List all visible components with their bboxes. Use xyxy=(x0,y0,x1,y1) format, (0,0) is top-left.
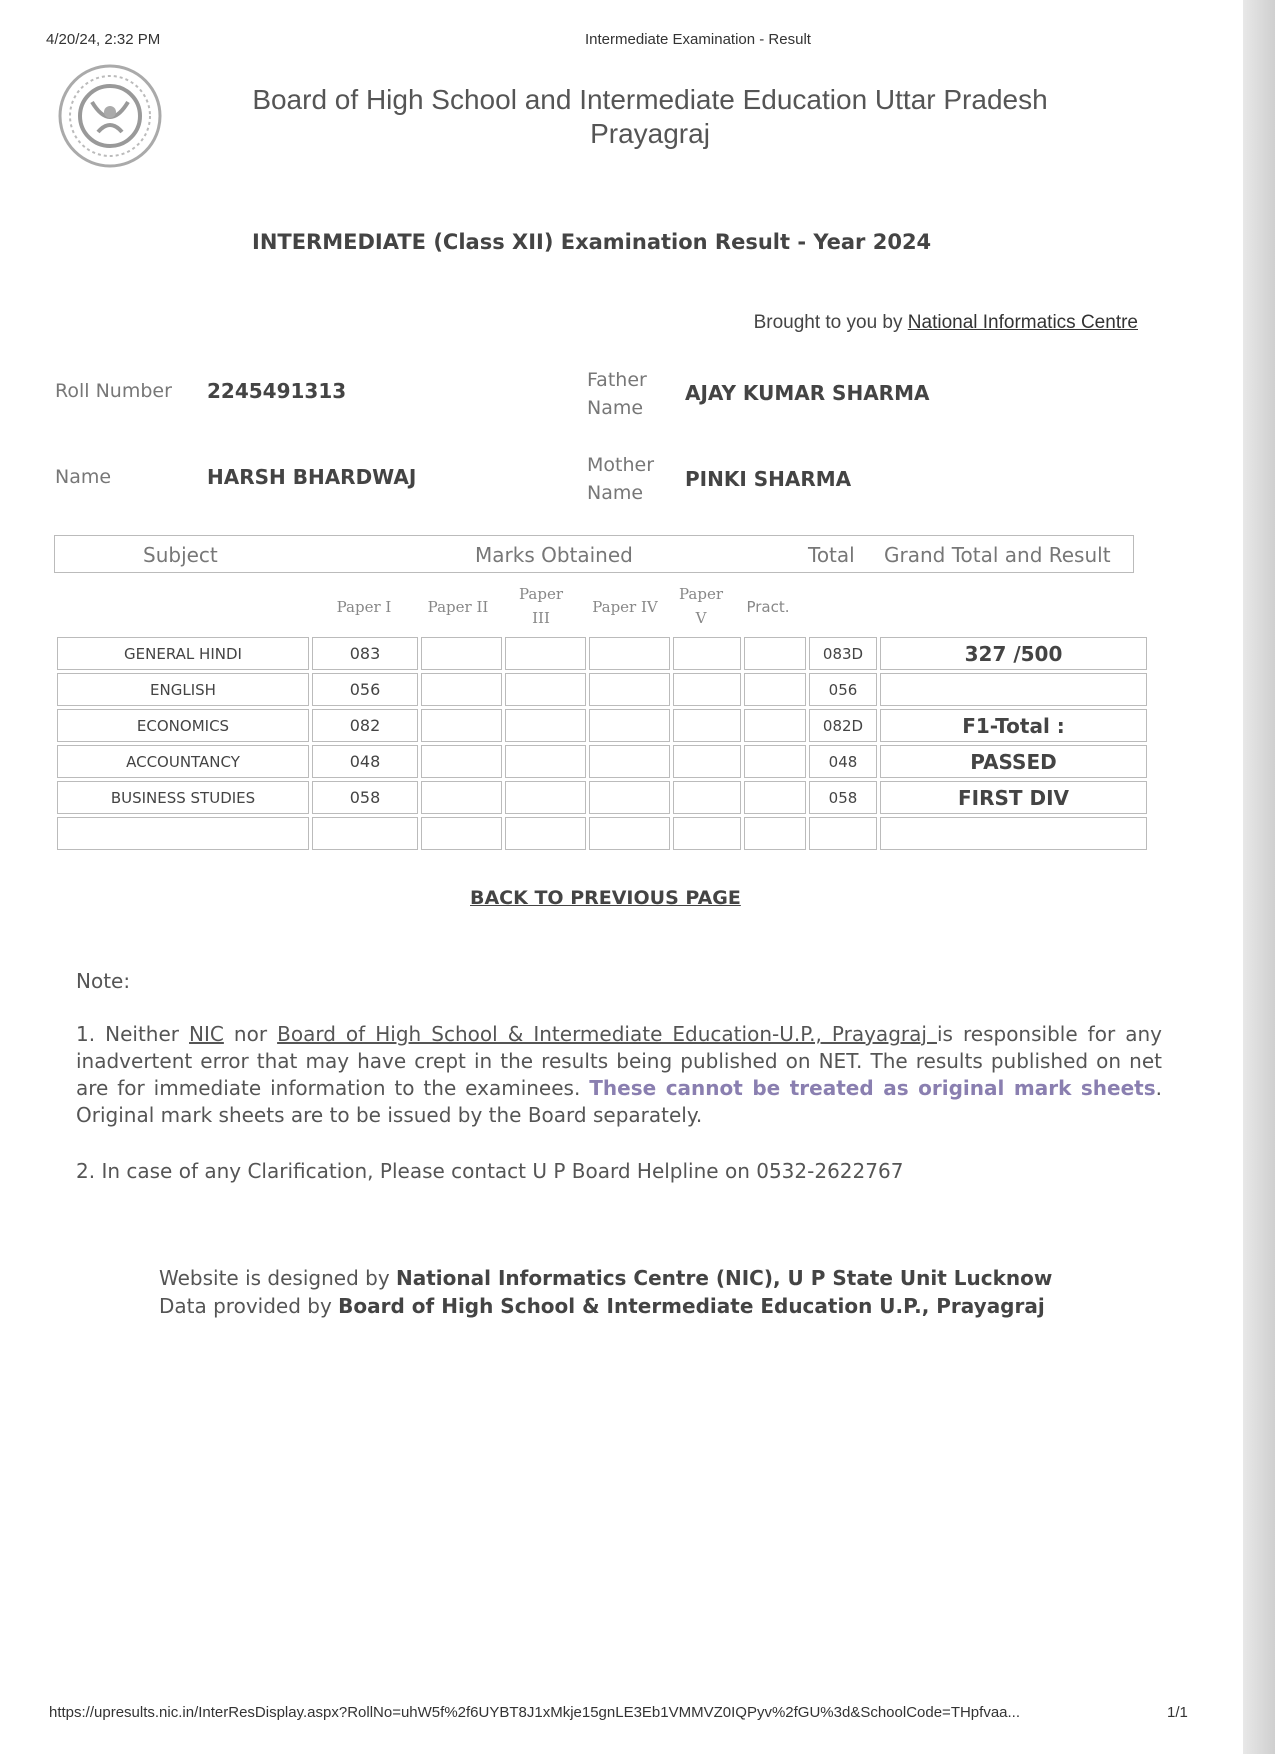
board-name-line2: Prayagraj xyxy=(590,118,710,149)
roll-number-label: Roll Number xyxy=(55,380,172,402)
name-value: HARSH BHARDWAJ xyxy=(207,465,417,489)
credit-line xyxy=(754,312,1138,334)
subject-cell: BUSINESS STUDIES xyxy=(57,781,309,814)
paper3-cell xyxy=(505,673,586,706)
subheader-paper3-line1: Paper xyxy=(518,585,563,603)
father-name-value: AJAY KUMAR SHARMA xyxy=(685,381,930,405)
footer-line1-prefix: Website is designed by xyxy=(159,1266,397,1290)
paper2-cell xyxy=(421,673,502,706)
note-1-highlight: These cannot be treated as original mark sheets xyxy=(589,1076,1156,1100)
paper4-cell xyxy=(589,709,670,742)
paper1-cell: 048 xyxy=(312,745,418,778)
paper4-cell xyxy=(589,673,670,706)
header-grand-total: Grand Total and Result xyxy=(884,543,1111,567)
subheader-paper4: Paper IV xyxy=(592,598,658,616)
pract-cell xyxy=(744,781,806,814)
back-to-previous-page-link[interactable]: BACK TO PREVIOUS PAGE xyxy=(470,887,741,909)
total-cell: 048 xyxy=(809,745,877,778)
paper5-cell xyxy=(673,709,741,742)
note-1-text-c: is responsible for any inadvertent error that may have crept in the results being published on NET. The results published on net are for immediate information to the examinees. xyxy=(76,1022,1162,1100)
total-cell: 082D xyxy=(809,709,877,742)
father-name-label xyxy=(587,366,647,422)
pract-cell xyxy=(744,637,806,670)
paper5-cell xyxy=(673,673,741,706)
paper1-cell: 082 xyxy=(312,709,418,742)
header-total: Total xyxy=(808,543,855,567)
roll-number-value: 2245491313 xyxy=(207,379,347,403)
paper2-cell xyxy=(421,781,502,814)
paper5-cell xyxy=(673,745,741,778)
paper4-cell xyxy=(589,745,670,778)
father-label-line2: Name xyxy=(587,397,644,419)
print-page-title: Intermediate Examination - Result xyxy=(585,31,811,48)
paper3-cell xyxy=(505,709,586,742)
name-label: Name xyxy=(55,466,112,488)
print-datetime: 4/20/24, 2:32 PM xyxy=(46,31,161,48)
grand-total-cell: PASSED xyxy=(880,745,1147,778)
note-title: Note: xyxy=(76,969,131,993)
footer-line2-prefix: Data provided by xyxy=(159,1294,339,1318)
nic-link[interactable]: National Informatics Centre xyxy=(907,312,1138,333)
up-government-emblem-icon xyxy=(52,62,168,170)
mother-name-label xyxy=(587,451,654,507)
paper1-cell: 056 xyxy=(312,673,418,706)
note-1-text-b: nor xyxy=(223,1022,278,1046)
footer-data-line xyxy=(159,1294,1045,1318)
table-row xyxy=(57,781,1147,814)
grand-total-cell: 327 /500 xyxy=(880,637,1147,670)
board-name xyxy=(200,83,1100,151)
note-1-text-d: . Original mark sheets are to be issued by the Board separately. xyxy=(76,1076,1162,1127)
subheader-pract: Pract. xyxy=(746,598,790,616)
paper2-cell xyxy=(421,745,502,778)
subject-cell xyxy=(57,817,309,850)
board-name-line1: Board of High School and Intermediate Education Uttar Pradesh xyxy=(252,84,1048,115)
total-cell: 056 xyxy=(809,673,877,706)
pract-cell xyxy=(744,673,806,706)
marks-table xyxy=(54,634,1150,853)
print-url: https://upresults.nic.in/InterResDisplay.aspx?RollNo=uhW5f%2f6UYBT8J1xMkje15gnLE3Eb1VMMVZ0IQPyv%2fGU%3d&SchoolCode=THpfvaa... xyxy=(49,1704,1021,1721)
table-row xyxy=(57,637,1147,670)
paper1-cell xyxy=(312,817,418,850)
subheader-paper5 xyxy=(670,582,732,630)
board-text-link: Board of High School & Intermediate Education-U.P., Prayagraj xyxy=(277,1022,937,1046)
subject-cell: ACCOUNTANCY xyxy=(57,745,309,778)
subheader-paper5-line2: V xyxy=(695,609,707,627)
nic-text-link: NIC xyxy=(189,1022,224,1046)
paper4-cell xyxy=(589,817,670,850)
scan-edge-shadow xyxy=(1243,0,1275,1754)
paper5-cell xyxy=(673,781,741,814)
table-row xyxy=(57,673,1147,706)
footer-line1-bold: National Informatics Centre (NIC), U P State Unit Lucknow xyxy=(396,1266,1053,1290)
paper4-cell xyxy=(589,637,670,670)
print-page-number: 1/1 xyxy=(1167,1704,1188,1721)
footer-designer-line xyxy=(159,1266,1052,1290)
grand-total-cell: F1-Total : xyxy=(880,709,1147,742)
header-marks-obtained: Marks Obtained xyxy=(475,543,633,567)
mother-label-line2: Name xyxy=(587,482,644,504)
total-cell: 083D xyxy=(809,637,877,670)
subject-cell: GENERAL HINDI xyxy=(57,637,309,670)
paper2-cell xyxy=(421,637,502,670)
pract-cell xyxy=(744,709,806,742)
total-cell: 058 xyxy=(809,781,877,814)
mother-label-line1: Mother xyxy=(587,454,655,476)
subheader-paper5-line1: Paper xyxy=(678,585,723,603)
paper2-cell xyxy=(421,817,502,850)
grand-total-cell xyxy=(880,673,1147,706)
table-row xyxy=(57,745,1147,778)
subheader-paper3-line2: III xyxy=(532,609,550,627)
total-cell xyxy=(809,817,877,850)
table-row xyxy=(57,817,1147,850)
paper5-cell xyxy=(673,817,741,850)
pract-cell xyxy=(744,817,806,850)
mother-name-value: PINKI SHARMA xyxy=(685,467,852,491)
note-1 xyxy=(76,1021,1162,1129)
paper2-cell xyxy=(421,709,502,742)
paper1-cell: 083 xyxy=(312,637,418,670)
subheader-paper3 xyxy=(503,582,579,630)
pract-cell xyxy=(744,745,806,778)
paper3-cell xyxy=(505,781,586,814)
footer-line2-bold: Board of High School & Intermediate Education U.P., Prayagraj xyxy=(338,1294,1045,1318)
table-row xyxy=(57,709,1147,742)
note-2: 2. In case of any Clarification, Please contact U P Board Helpline on 0532-2622767 xyxy=(76,1159,904,1183)
paper3-cell xyxy=(505,745,586,778)
note-1-text-a: 1. Neither xyxy=(76,1022,190,1046)
exam-title: INTERMEDIATE (Class XII) Examination Result - Year 2024 xyxy=(252,230,932,254)
credit-prefix: Brought to you by xyxy=(753,312,908,333)
subheader-paper1: Paper I xyxy=(336,598,392,616)
subject-cell: ENGLISH xyxy=(57,673,309,706)
subject-cell: ECONOMICS xyxy=(57,709,309,742)
header-subject: Subject xyxy=(143,543,218,567)
paper5-cell xyxy=(673,637,741,670)
subheader-paper2: Paper II xyxy=(427,598,489,616)
paper1-cell: 058 xyxy=(312,781,418,814)
paper3-cell xyxy=(505,817,586,850)
father-label-line1: Father xyxy=(587,369,647,391)
paper4-cell xyxy=(589,781,670,814)
grand-total-cell: FIRST DIV xyxy=(880,781,1147,814)
paper3-cell xyxy=(505,637,586,670)
grand-total-cell xyxy=(880,817,1147,850)
